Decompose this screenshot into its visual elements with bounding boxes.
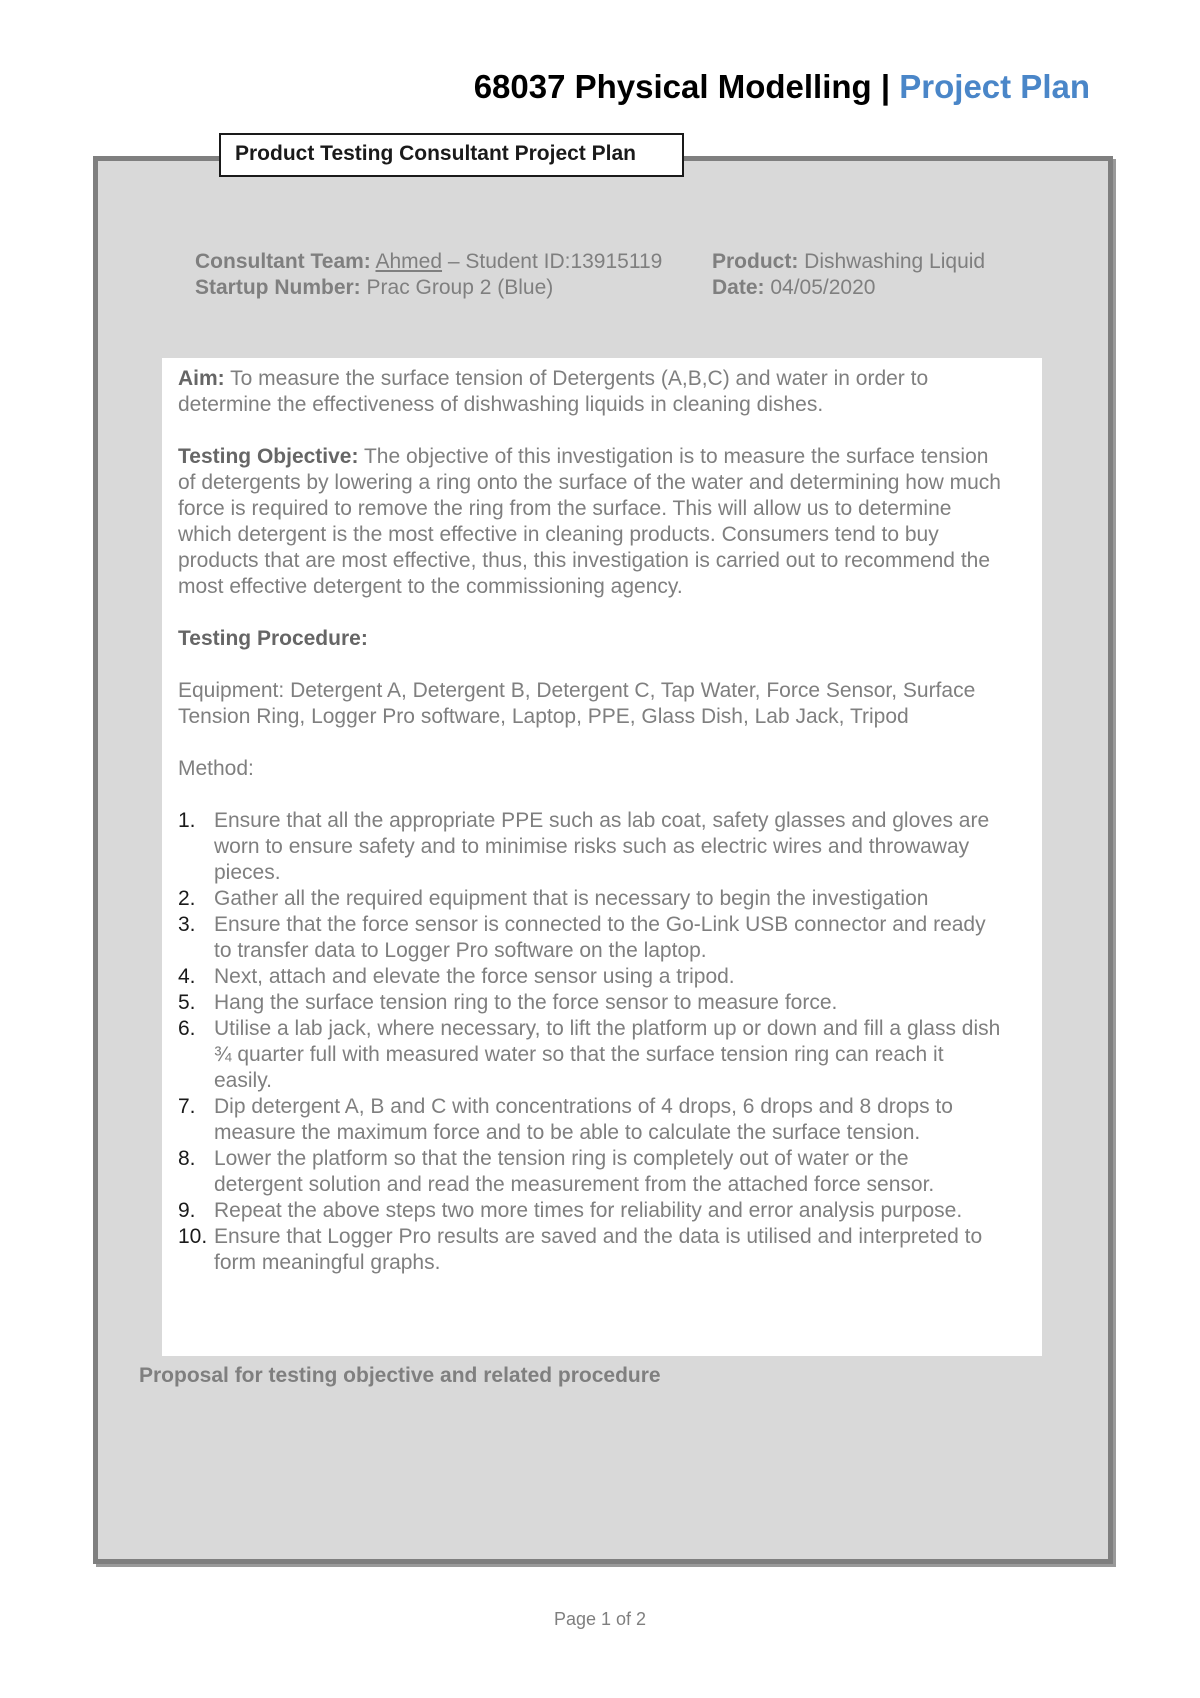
method-step (178, 1016, 1002, 1094)
step-text: Ensure that the force sensor is connected to the Go-Link USB connector and ready to transfer data to Logger Pro software on the laptop. (214, 913, 986, 962)
method-label: Method: (178, 757, 254, 780)
project-meta (195, 249, 986, 301)
team-name: Ahmed (375, 250, 443, 273)
team-field (195, 250, 662, 273)
startup-label: Startup Number: (195, 276, 361, 299)
aim-text: To measure the surface tension of Detergents (A,B,C) and water in order to determine the effectiveness of dishwashing liquids in cleaning dishes. (178, 367, 929, 416)
aim-paragraph (178, 366, 1002, 418)
team-label: Consultant Team: (195, 250, 371, 273)
proposal-content (162, 358, 1042, 1356)
procedure-heading (178, 626, 1002, 652)
step-number: 5. (178, 991, 196, 1014)
method-step (178, 1224, 1002, 1276)
frame-title: Product Testing Consultant Project Plan (219, 133, 684, 177)
step-text: Ensure that Logger Pro results are saved and the data is utilised and interpreted to form meaningful graphs. (214, 1225, 983, 1274)
document-type: Project Plan (899, 68, 1090, 105)
step-number: 10. (178, 1225, 208, 1248)
course-title: 68037 Physical Modelling | (473, 68, 900, 105)
step-text: Lower the platform so that the tension ring is completely out of water or the detergent solution and read the measurement from the attached force sensor. (214, 1147, 935, 1196)
step-text: Repeat the above steps two more times for reliability and error analysis purpose. (214, 1199, 963, 1222)
date-field (712, 275, 875, 301)
meta-row-1 (195, 249, 986, 275)
step-number: 4. (178, 965, 196, 988)
step-number: 2. (178, 887, 196, 910)
step-number: 7. (178, 1095, 196, 1118)
product-value: Dishwashing Liquid (798, 250, 986, 273)
aim-label: Aim: (178, 367, 225, 390)
step-number: 9. (178, 1199, 196, 1222)
method-step (178, 1146, 1002, 1198)
step-text: Ensure that all the appropriate PPE such as lab coat, safety glasses and gloves are worn to ensure safety and to minimise risks such as electric wires and throwaway pieces. (214, 809, 990, 884)
method-step (178, 1198, 1002, 1224)
date-label: Date: (712, 276, 765, 299)
step-number: 8. (178, 1147, 196, 1170)
method-step (178, 1094, 1002, 1146)
procedure-label: Testing Procedure: (178, 627, 368, 650)
step-text: Dip detergent A, B and C with concentrations of 4 drops, 6 drops and 8 drops to measure the maximum force and to be able to calculate the surface tension. (214, 1095, 953, 1144)
method-steps (178, 808, 1002, 1276)
method-step (178, 912, 1002, 964)
method-step (178, 808, 1002, 886)
team-student-id: – Student ID:13915119 (442, 250, 663, 273)
method-step (178, 964, 1002, 990)
section-caption: Proposal for testing objective and related procedure (139, 1364, 661, 1387)
objective-paragraph (178, 444, 1002, 600)
startup-field (195, 276, 553, 299)
step-text: Utilise a lab jack, where necessary, to lift the platform up or down and fill a glass dish ¾ quarter full with measured water so that the surface tension ring can reach it easily. (214, 1017, 1001, 1092)
step-number: 1. (178, 809, 196, 832)
step-text: Next, attach and elevate the force sensor using a tripod. (214, 965, 735, 988)
meta-row-2 (195, 275, 876, 301)
method-step (178, 990, 1002, 1016)
step-number: 6. (178, 1017, 196, 1040)
date-value: 04/05/2020 (764, 276, 876, 299)
step-text: Hang the surface tension ring to the force sensor to measure force. (214, 991, 838, 1014)
equipment-paragraph: Equipment: Detergent A, Detergent B, Detergent C, Tap Water, Force Sensor, Surface Tension Ring, Logger Pro software, Laptop, PPE, Glass Dish, Lab Jack, Tripod (178, 679, 976, 728)
startup-value: Prac Group 2 (Blue) (360, 276, 554, 299)
method-step (178, 886, 1002, 912)
objective-label: Testing Objective: (178, 445, 359, 468)
product-field (712, 249, 985, 275)
objective-text: The objective of this investigation is to measure the surface tension of detergents by lowering a ring onto the surface of the water and determining how much force is required to remove the ring from the surface. This will allow us to determine which detergent is the most effective in cleaning products. Consumers tend to buy products that are most effective, thus, this investigation is carried out to recommend the most effective detergent to the commissioning agency. (178, 445, 1001, 598)
step-number: 3. (178, 913, 196, 936)
page-title (0, 68, 1090, 106)
product-label: Product: (712, 250, 799, 273)
page-number: Page 1 of 2 (553, 1609, 647, 1629)
step-text: Gather all the required equipment that is necessary to begin the investigation (214, 887, 929, 910)
